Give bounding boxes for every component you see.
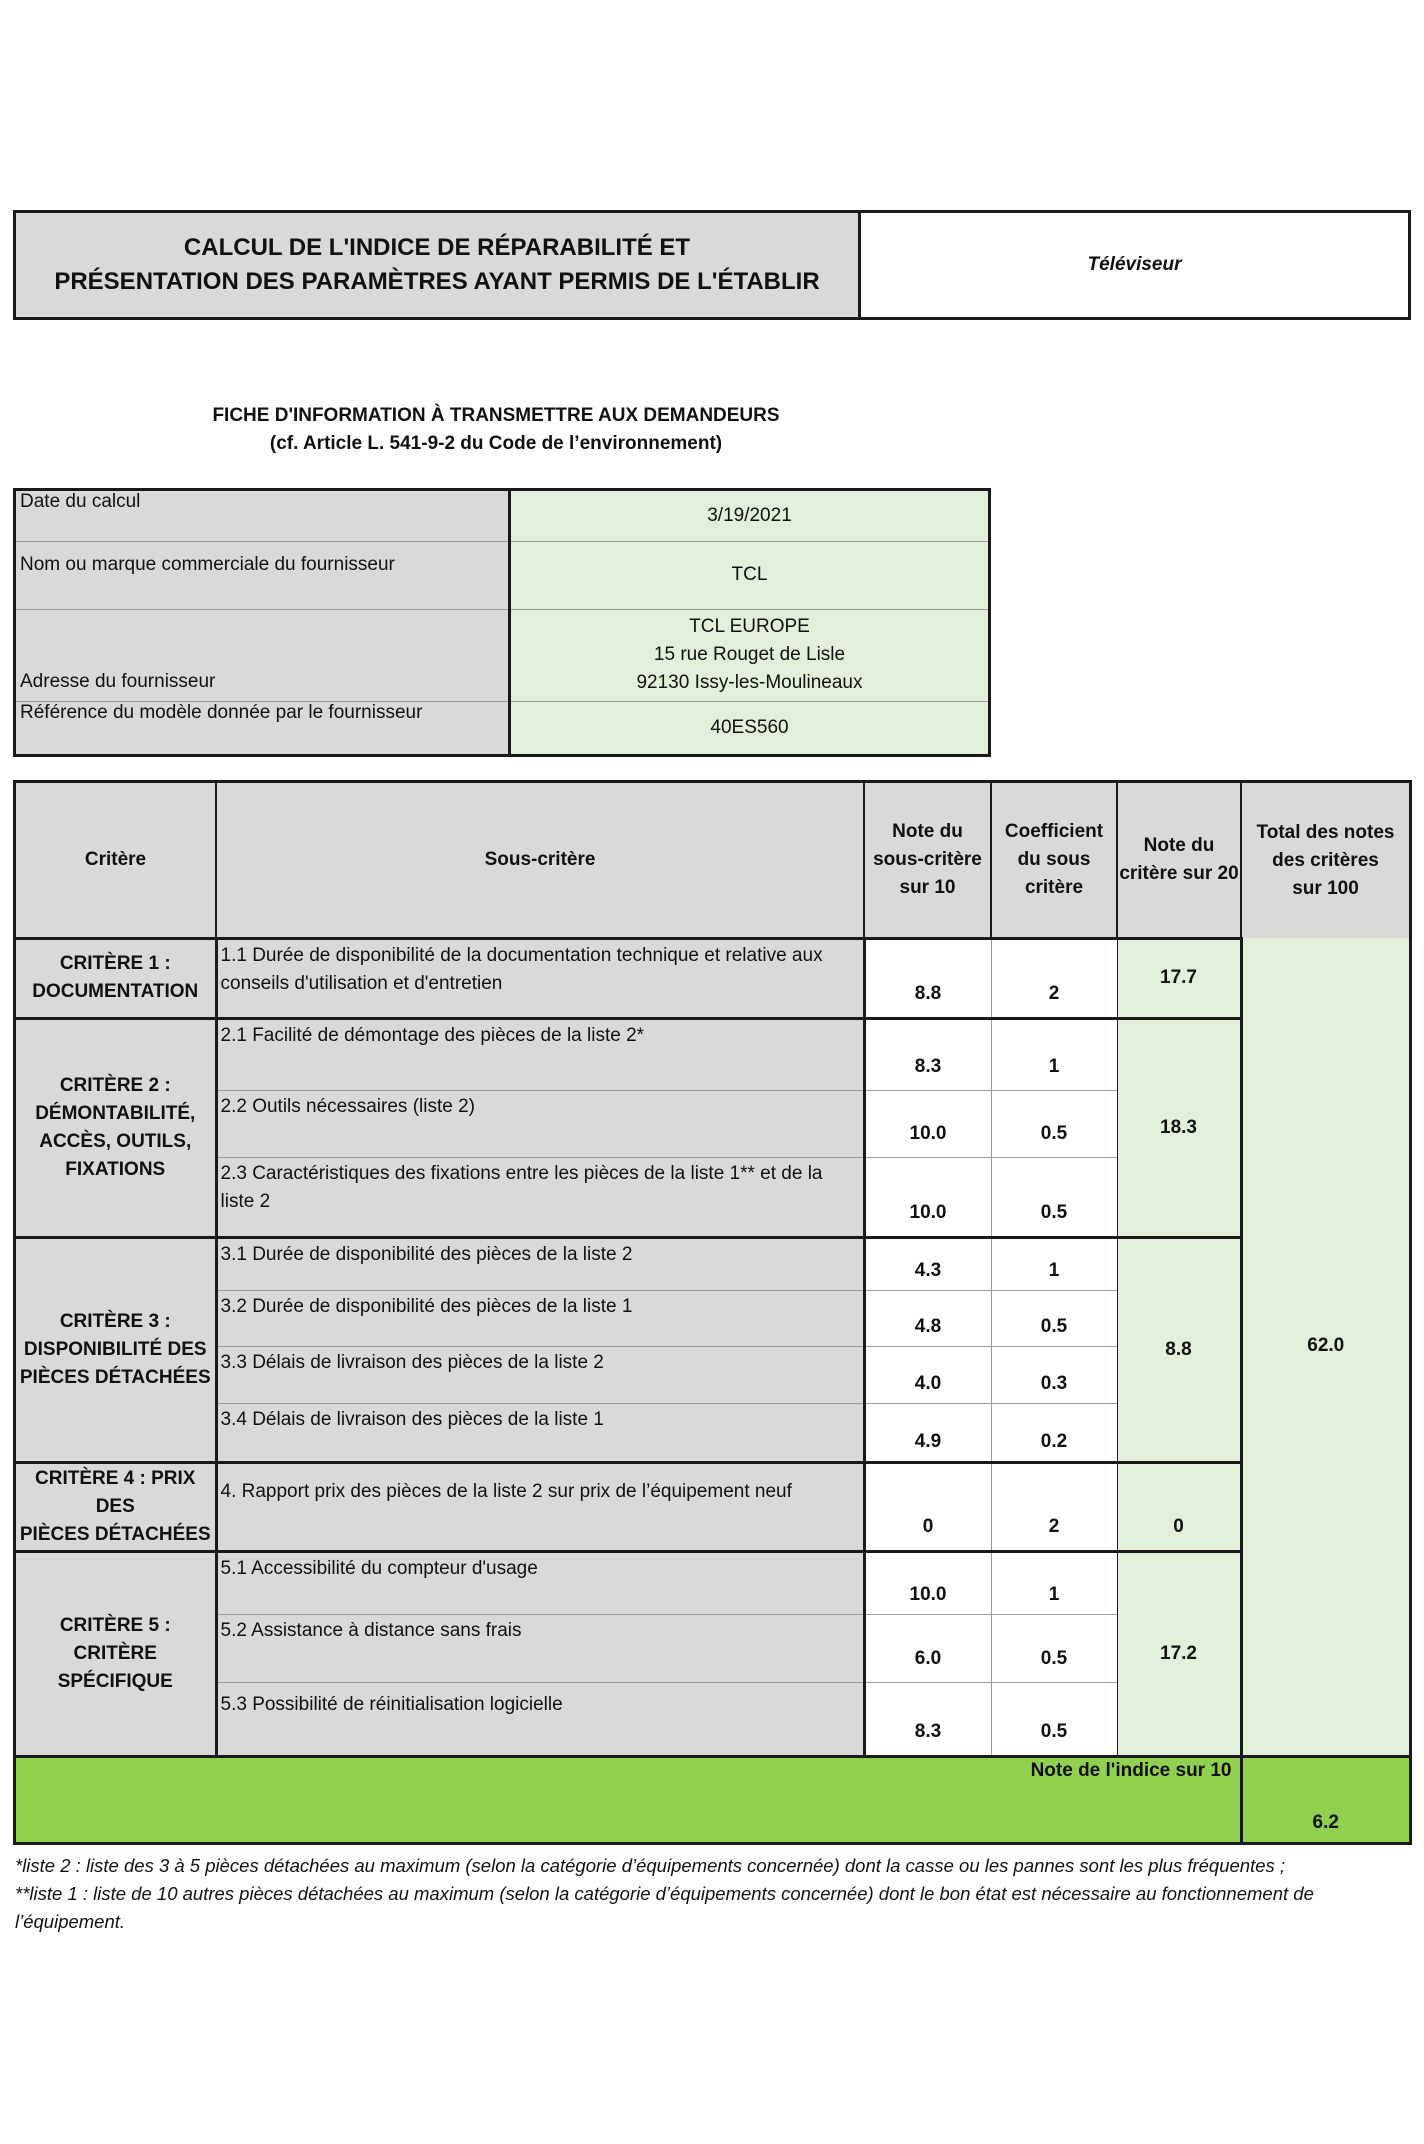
fiche-subtitle <box>13 402 979 458</box>
subcriterion-3-3-note: 4.0 <box>864 1346 991 1403</box>
title-line-1: CALCUL DE L'INDICE DE RÉPARABILITÉ ET <box>183 234 691 261</box>
subcriterion-2-3: 2.3 Caractéristiques des fixations entre les pièces de la liste 1** et de la liste 2 <box>216 1157 864 1237</box>
subcriterion-3-1: 3.1 Durée de disponibilité des pièces de la liste 2 <box>216 1237 864 1290</box>
index-score: 6.2 <box>1241 1756 1409 1842</box>
subcriterion-5-3-note: 8.3 <box>864 1682 991 1756</box>
address-line-2: 15 rue Rouget de Lisle <box>653 644 846 665</box>
criterion-1-score: 17.7 <box>1117 938 1241 1018</box>
subcriterion-2-3-note: 10.0 <box>864 1157 991 1237</box>
criterion-1-name: CRITÈRE 1 : DOCUMENTATION <box>16 938 216 1018</box>
info-row-address <box>16 609 988 701</box>
criterion-3-score: 8.8 <box>1117 1237 1241 1462</box>
fiche-line-2: (cf. Article L. 541-9-2 du Code de l’environnement) <box>269 433 723 454</box>
product-category: Téléviseur <box>1087 254 1182 275</box>
table-row <box>16 1018 1409 1090</box>
subcriterion-3-1-coef: 1 <box>991 1237 1117 1290</box>
index-row <box>16 1756 1409 1842</box>
total-score: 62.0 <box>1241 938 1409 1756</box>
subcriterion-2-2-note: 10.0 <box>864 1090 991 1157</box>
document-title-box <box>13 210 861 320</box>
subcriterion-3-2-coef: 0.5 <box>991 1290 1117 1346</box>
subcriterion-3-1-note: 4.3 <box>864 1237 991 1290</box>
subcriterion-4-coef: 2 <box>991 1462 1117 1551</box>
subcriterion-5-3: 5.3 Possibilité de réinitialisation logicielle <box>216 1682 864 1756</box>
supplier-info-table <box>13 488 991 757</box>
header-sous-critere: Sous-critère <box>216 783 864 938</box>
subcriterion-5-2-coef: 0.5 <box>991 1614 1117 1682</box>
subcriterion-3-2: 3.2 Durée de disponibilité des pièces de la liste 1 <box>216 1290 864 1346</box>
subcriterion-3-3: 3.3 Délais de livraison des pièces de la liste 2 <box>216 1346 864 1403</box>
fiche-line-1: FICHE D'INFORMATION À TRANSMETTRE AUX DEMANDEURS <box>212 405 780 426</box>
subcriterion-3-2-note: 4.8 <box>864 1290 991 1346</box>
index-label: Note de l'indice sur 10 <box>16 1756 1241 1842</box>
brand-label: Nom ou marque commerciale du fournisseur <box>16 541 510 609</box>
subcriterion-3-4-coef: 0.2 <box>991 1403 1117 1462</box>
criterion-4-score: 0 <box>1117 1462 1241 1551</box>
subcriterion-3-3-coef: 0.3 <box>991 1346 1117 1403</box>
title-line-2: PRÉSENTATION DES PARAMÈTRES AYANT PERMIS DE L'ÉTABLIR <box>54 268 820 295</box>
address-value <box>510 609 989 701</box>
subcriterion-5-1: 5.1 Accessibilité du compteur d'usage <box>216 1551 864 1614</box>
repairability-score-table <box>13 780 1412 1845</box>
header-critere: Critère <box>16 783 216 938</box>
subcriterion-2-1-note: 8.3 <box>864 1018 991 1090</box>
subcriterion-2-1-coef: 1 <box>991 1018 1117 1090</box>
header-note-critere: Note du critère sur 20 <box>1117 783 1241 938</box>
subcriterion-3-4: 3.4 Délais de livraison des pièces de la liste 1 <box>216 1403 864 1462</box>
date-label: Date du calcul <box>16 491 510 541</box>
info-row-brand <box>16 541 988 609</box>
table-row <box>16 1551 1409 1614</box>
address-line-1: TCL EUROPE <box>689 616 810 637</box>
criterion-4-name: CRITÈRE 4 : PRIX DES PIÈCES DÉTACHÉES <box>16 1462 216 1551</box>
subcriterion-2-1: 2.1 Facilité de démontage des pièces de la liste 2* <box>216 1018 864 1090</box>
criterion-3-name: CRITÈRE 3 : DISPONIBILITÉ DES PIÈCES DÉTACHÉES <box>16 1237 216 1462</box>
document-title <box>54 231 819 299</box>
table-row <box>16 1237 1409 1290</box>
info-row-model <box>16 701 988 754</box>
table-header-row <box>16 783 1409 938</box>
criterion-2-score: 18.3 <box>1117 1018 1241 1237</box>
subcriterion-5-1-note: 10.0 <box>864 1551 991 1614</box>
subcriterion-4-note: 0 <box>864 1462 991 1551</box>
model-value: 40ES560 <box>510 701 989 754</box>
brand-value: TCL <box>510 541 989 609</box>
table-row <box>16 938 1409 1018</box>
header-note-sous-critere: Note du sous-critère sur 10 <box>864 783 991 938</box>
info-row-date <box>16 491 988 541</box>
criterion-5-score: 17.2 <box>1117 1551 1241 1756</box>
address-label: Adresse du fournisseur <box>16 609 510 701</box>
subcriterion-5-2-note: 6.0 <box>864 1614 991 1682</box>
subcriterion-1-1: 1.1 Durée de disponibilité de la documentation technique et relative aux conseils d'utilisation et d'entretien <box>216 938 864 1018</box>
subcriterion-1-1-coef: 2 <box>991 938 1117 1018</box>
footnote-liste-2: *liste 2 : liste des 3 à 5 pièces détachées au maximum (selon la catégorie d’équipements concernée) dont la casse ou les pannes sont les plus fréquentes ; <box>15 1855 1286 1876</box>
subcriterion-5-1-coef: 1 <box>991 1551 1117 1614</box>
product-box <box>858 210 1411 320</box>
criterion-2-name: CRITÈRE 2 : DÉMONTABILITÉ, ACCÈS, OUTILS, FIXATIONS <box>16 1018 216 1237</box>
date-value: 3/19/2021 <box>510 491 989 541</box>
subcriterion-2-3-coef: 0.5 <box>991 1157 1117 1237</box>
subcriterion-3-4-note: 4.9 <box>864 1403 991 1462</box>
header-coefficient: Coefficient du sous critère <box>991 783 1117 938</box>
subcriterion-2-2: 2.2 Outils nécessaires (liste 2) <box>216 1090 864 1157</box>
header-total: Total des notes des critères sur 100 <box>1241 783 1409 938</box>
table-row <box>16 1462 1409 1551</box>
footnote-liste-1: **liste 1 : liste de 10 autres pièces détachées au maximum (selon la catégorie d’équipements concernée) dont le bon état est nécessaire au fonctionnement de l’équipement. <box>15 1883 1314 1932</box>
subcriterion-5-2: 5.2 Assistance à distance sans frais <box>216 1614 864 1682</box>
address-line-3: 92130 Issy-les-Moulineaux <box>636 672 863 693</box>
subcriterion-5-3-coef: 0.5 <box>991 1682 1117 1756</box>
subcriterion-2-2-coef: 0.5 <box>991 1090 1117 1157</box>
footnotes <box>15 1852 1405 1936</box>
criterion-5-name: CRITÈRE 5 : CRITÈRE SPÉCIFIQUE <box>16 1551 216 1756</box>
model-label: Référence du modèle donnée par le fournisseur <box>16 701 510 754</box>
subcriterion-1-1-note: 8.8 <box>864 938 991 1018</box>
subcriterion-4: 4. Rapport prix des pièces de la liste 2 sur prix de l’équipement neuf <box>216 1462 864 1551</box>
